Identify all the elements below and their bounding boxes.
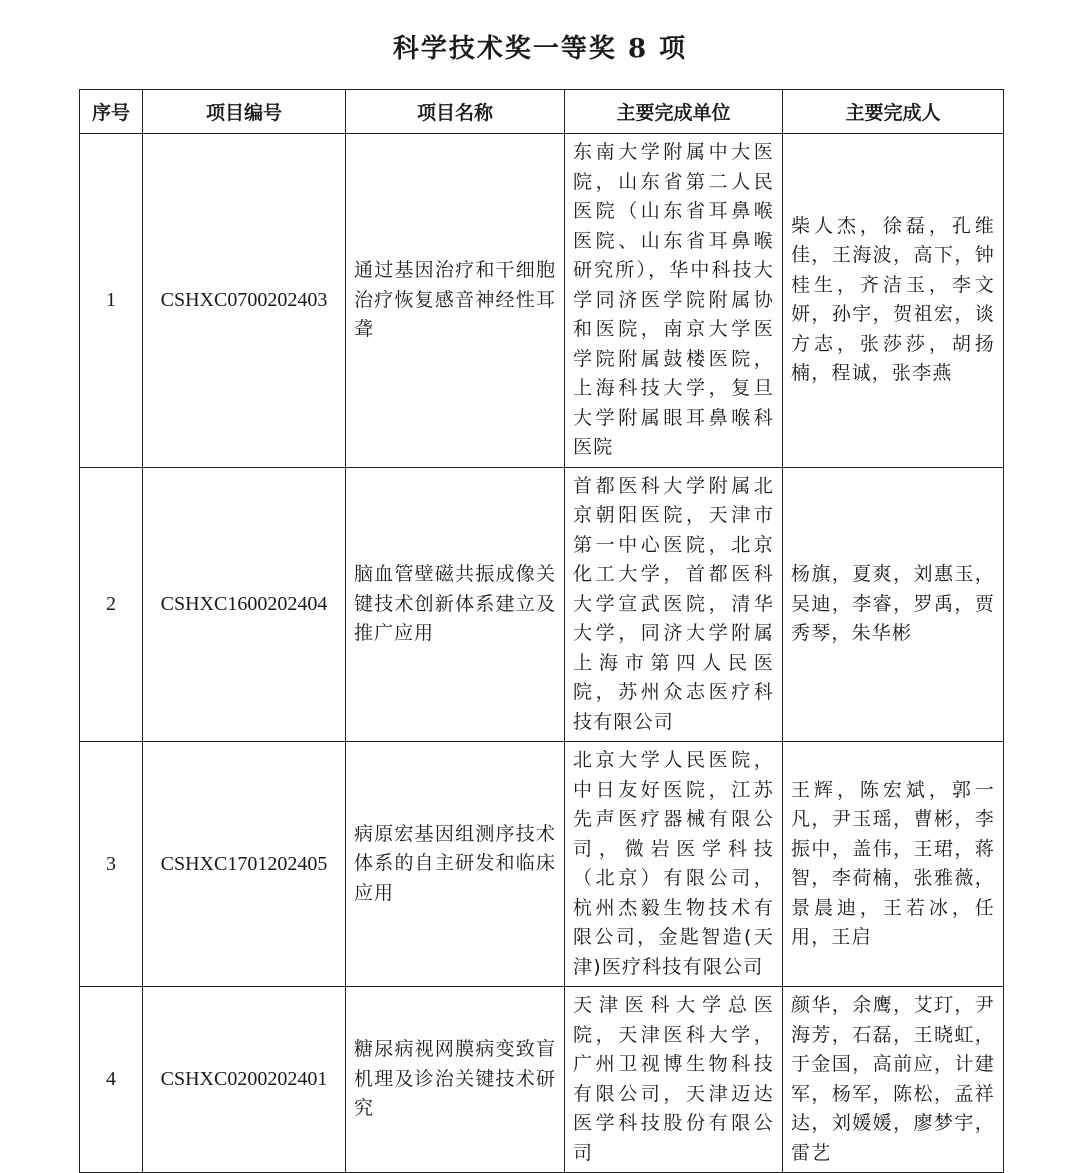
completion-people: 杨旗，夏爽，刘惠玉，吴迪，李睿，罗禹，贾秀琴，朱华彬	[783, 467, 1004, 742]
project-name: 病原宏基因组测序技术体系的自主研发和临床应用	[346, 742, 565, 987]
table-row	[80, 742, 1004, 987]
completion-people: 柴人杰，徐磊，孔维佳，王海波，高下，钟桂生，齐洁玉，李文妍，孙宇，贺祖宏，谈方志，张莎莎，胡扬楠，程诚，张李燕	[783, 134, 1004, 468]
project-code: CSHXC1701202405	[143, 742, 346, 987]
completion-units: 东南大学附属中大医院，山东省第二人民医院（山东省耳鼻喉医院、山东省耳鼻喉研究所），华中科技大学同济医学院附属协和医院，南京大学医学院附属鼓楼医院，上海科技大学，复旦大学附属眼耳鼻喉科医院	[565, 134, 783, 468]
completion-units: 北京大学人民医院，中日友好医院，江苏先声医疗器械有限公司，微岩医学科技（北京）有限公司，杭州杰毅生物技术有限公司，金匙智造(天津)医疗科技有限公司	[565, 742, 783, 987]
header-units: 主要完成单位	[565, 90, 783, 134]
row-number: 2	[80, 467, 143, 742]
header-code: 项目编号	[143, 90, 346, 134]
completion-people: 王辉，陈宏斌，郭一凡，尹玉瑶，曹彬，李振中，盖伟，王珺，蒋智，李荷楠，张雅薇，景晨迪，王若冰，任用，王启	[783, 742, 1004, 987]
header-people: 主要完成人	[783, 90, 1004, 134]
project-code: CSHXC0700202403	[143, 134, 346, 468]
awards-table	[79, 89, 1004, 1173]
completion-units: 天津医科大学总医院，天津医科大学，广州卫视博生物科技有限公司，天津迈达医学科技股份有限公司	[565, 987, 783, 1173]
project-name: 通过基因治疗和干细胞治疗恢复感音神经性耳聋	[346, 134, 565, 468]
table-row	[80, 134, 1004, 468]
completion-units: 首都医科大学附属北京朝阳医院，天津市第一中心医院，北京化工大学，首都医科大学宣武医院，清华大学，同济大学附属上海市第四人民医院，苏州众志医疗科技有限公司	[565, 467, 783, 742]
table-row	[80, 987, 1004, 1173]
row-number: 1	[80, 134, 143, 468]
table-row	[80, 467, 1004, 742]
header-name: 项目名称	[346, 90, 565, 134]
project-code: CSHXC0200202401	[143, 987, 346, 1173]
project-name: 脑血管壁磁共振成像关键技术创新体系建立及推广应用	[346, 467, 565, 742]
project-name: 糖尿病视网膜病变致盲机理及诊治关键技术研究	[346, 987, 565, 1173]
row-number: 4	[80, 987, 143, 1173]
project-code: CSHXC1600202404	[143, 467, 346, 742]
row-number: 3	[80, 742, 143, 987]
completion-people: 颜华，余鹰，艾玎，尹海芳，石磊，王晓虹，于金国，高前应，计建军，杨军，陈松，孟祥达，刘媛媛，廖梦宇，雷艺	[783, 987, 1004, 1173]
header-no: 序号	[80, 90, 143, 134]
document-title: 科学技术奖一等奖 8 项	[392, 34, 688, 64]
table-header-row	[80, 90, 1004, 134]
